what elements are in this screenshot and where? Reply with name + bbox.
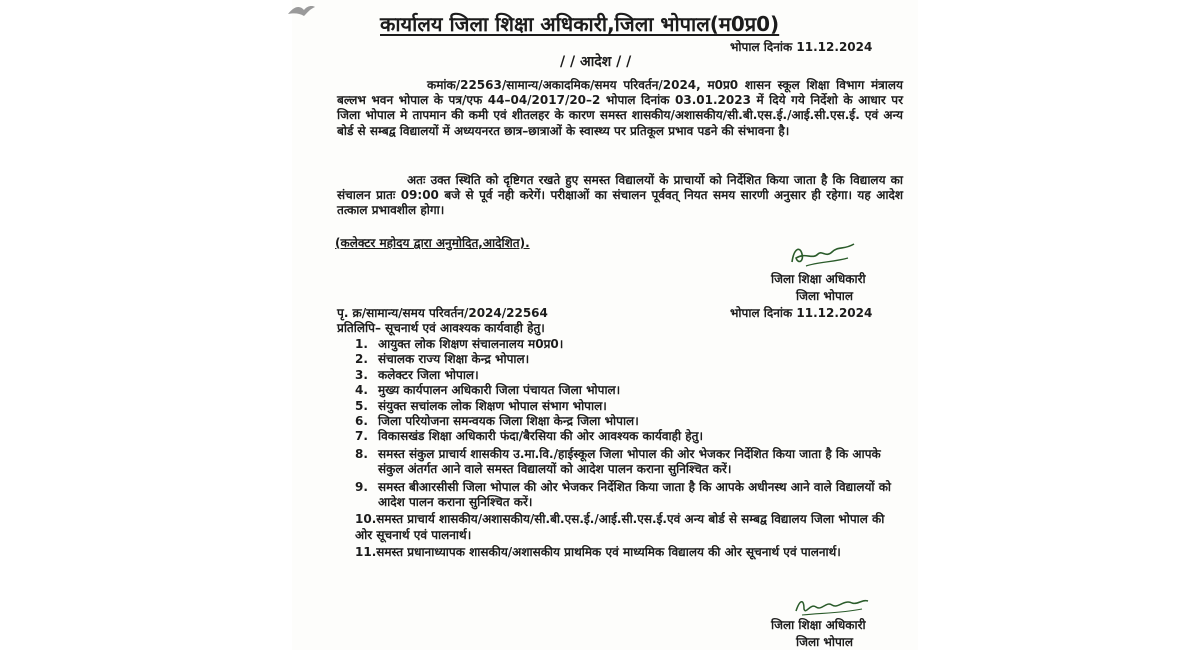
- copy-date: भोपाल दिनांक 11.12.2024: [730, 306, 873, 320]
- list-item: 9. समस्त बीआरसीसी जिला भोपाल की ओर भेजकर निर्देशित किया जाता है कि आपके अधीनस्थ आने वाले विद्यालयों को आदेश पालन कराना सुनिश्चित करें।: [355, 479, 892, 510]
- order-paragraph-1: कमांक/22563/सामान्य/अकादमिक/समय परिवर्तन/2024, म0प्र0 शासन स्कूल शिक्षा विभाग मंत्रालय बल्लभ भवन भोपाल के पत्र/एफ 44–04/2017/20–2 भोपाल दिनांक 03.01.2023 में दिये गये निर्देशो के आधार पर जिला भोपाल मे तापमान की कमी एवं शीतलहर के कारण समस्त शासकीय/अशासकीय/सी.बी.एस.ई./आई.सी.एस.ई. एवं अन्य बोर्ड से सम्बद्व विद्यालयों में अध्ययनरत छात्र–छात्राओं के स्वास्थ्य पर प्रतिकूल प्रभाव पडने की संभावना है।: [337, 78, 903, 138]
- copy-recipient-list: [355, 337, 903, 561]
- signature-1-place: जिला भोपाल: [796, 289, 854, 303]
- signature-1-designation: जिला शिक्षा अधिकारी: [771, 272, 866, 286]
- list-item: 11.समस्त प्रधानाध्यापक शासकीय/अशासकीय प्राथमिक एवं माध्यमिक विद्यालय की ओर सूचनार्थ एवं पालनार्थ।: [355, 545, 841, 560]
- copy-intro: प्रतिलिपि– सूचनार्थ एवं आवश्यक कार्यवाही हेतु।: [337, 321, 545, 335]
- list-item: 10.समस्त प्राचार्य शासकीय/अशासकीय/सी.बी.एस.ई./आई.सी.एस.ई.एवं अन्य बोर्ड से सम्बद्व विद्यालय जिला भोपाल की ओर सूचनार्थ एवं पालनार्थ।: [355, 512, 885, 542]
- list-item: 8. समस्त संकुल प्राचार्य शासकीय उ.मा.वि./हाईस्कूल जिला भोपाल की ओर भेजकर निर्देशित किया जाता है कि आपके संकुल अंतर्गत आने वाले समस्त विद्यालयों को आदेश पालन कराना सुनिश्चित करें।: [355, 446, 881, 477]
- list-item: 2. संचालक राज्य शिक्षा केन्द्र भोपाल।: [355, 352, 530, 367]
- list-item: 6. जिला परियोजना समन्वयक जिला शिक्षा केन्द्र जिला भोपाल।: [355, 414, 639, 429]
- bird-watermark-icon: [286, 2, 316, 20]
- order-paragraph-2: अतः उक्त स्थिति को दृष्टिगत रखते हुए समस्त विद्यालयों के प्राचार्यो को निर्देशित किया जाता है कि विद्यालय का संचालन प्रातः 09:00 बजे से पूर्व नही करेगें। परीक्षाओं का संचालन पूर्ववत् नियत समय सारणी अनुसार ही रहेगा। यह आदेश तत्काल प्रभावशील होगा।: [337, 173, 903, 218]
- list-item: 7. विकासखंड शिक्षा अधिकारी फंदा/बैरसिया की ओर आवश्यक कार्यवाही हेतु।: [355, 429, 704, 444]
- office-title: कार्यालय जिला शिक्षा अधिकारी,जिला भोपाल(म0प्र0): [380, 12, 780, 36]
- approval-note: (कलेक्टर महोदय द्वारा अनुमोदित,आदेशित).: [335, 236, 530, 250]
- signature-2-place: जिला भोपाल: [796, 635, 854, 649]
- signature-1-graphic: [788, 240, 858, 270]
- list-item: 1. आयुक्त लोक शिक्षण संचालनालय म0प्र0।: [355, 337, 564, 351]
- list-item: 3. कलेक्टर जिला भोपाल।: [355, 367, 479, 382]
- list-item: 5. संयुक्त सचांलक लोक शिक्षण भोपाल संभाग भोपाल।: [355, 398, 607, 413]
- list-item: 4. मुख्य कार्यपालन अधिकारी जिला पंचायत जिला भोपाल।: [355, 383, 621, 398]
- header-date: भोपाल दिनांक 11.12.2024: [730, 40, 873, 54]
- copy-reference: पृ. क्र/सामान्य/समय परिवर्तन/2024/22564: [337, 306, 548, 320]
- signature-2-designation: जिला शिक्षा अधिकारी: [771, 618, 866, 632]
- signature-2-graphic: [792, 595, 872, 619]
- order-heading: / / आदेश / /: [560, 54, 632, 70]
